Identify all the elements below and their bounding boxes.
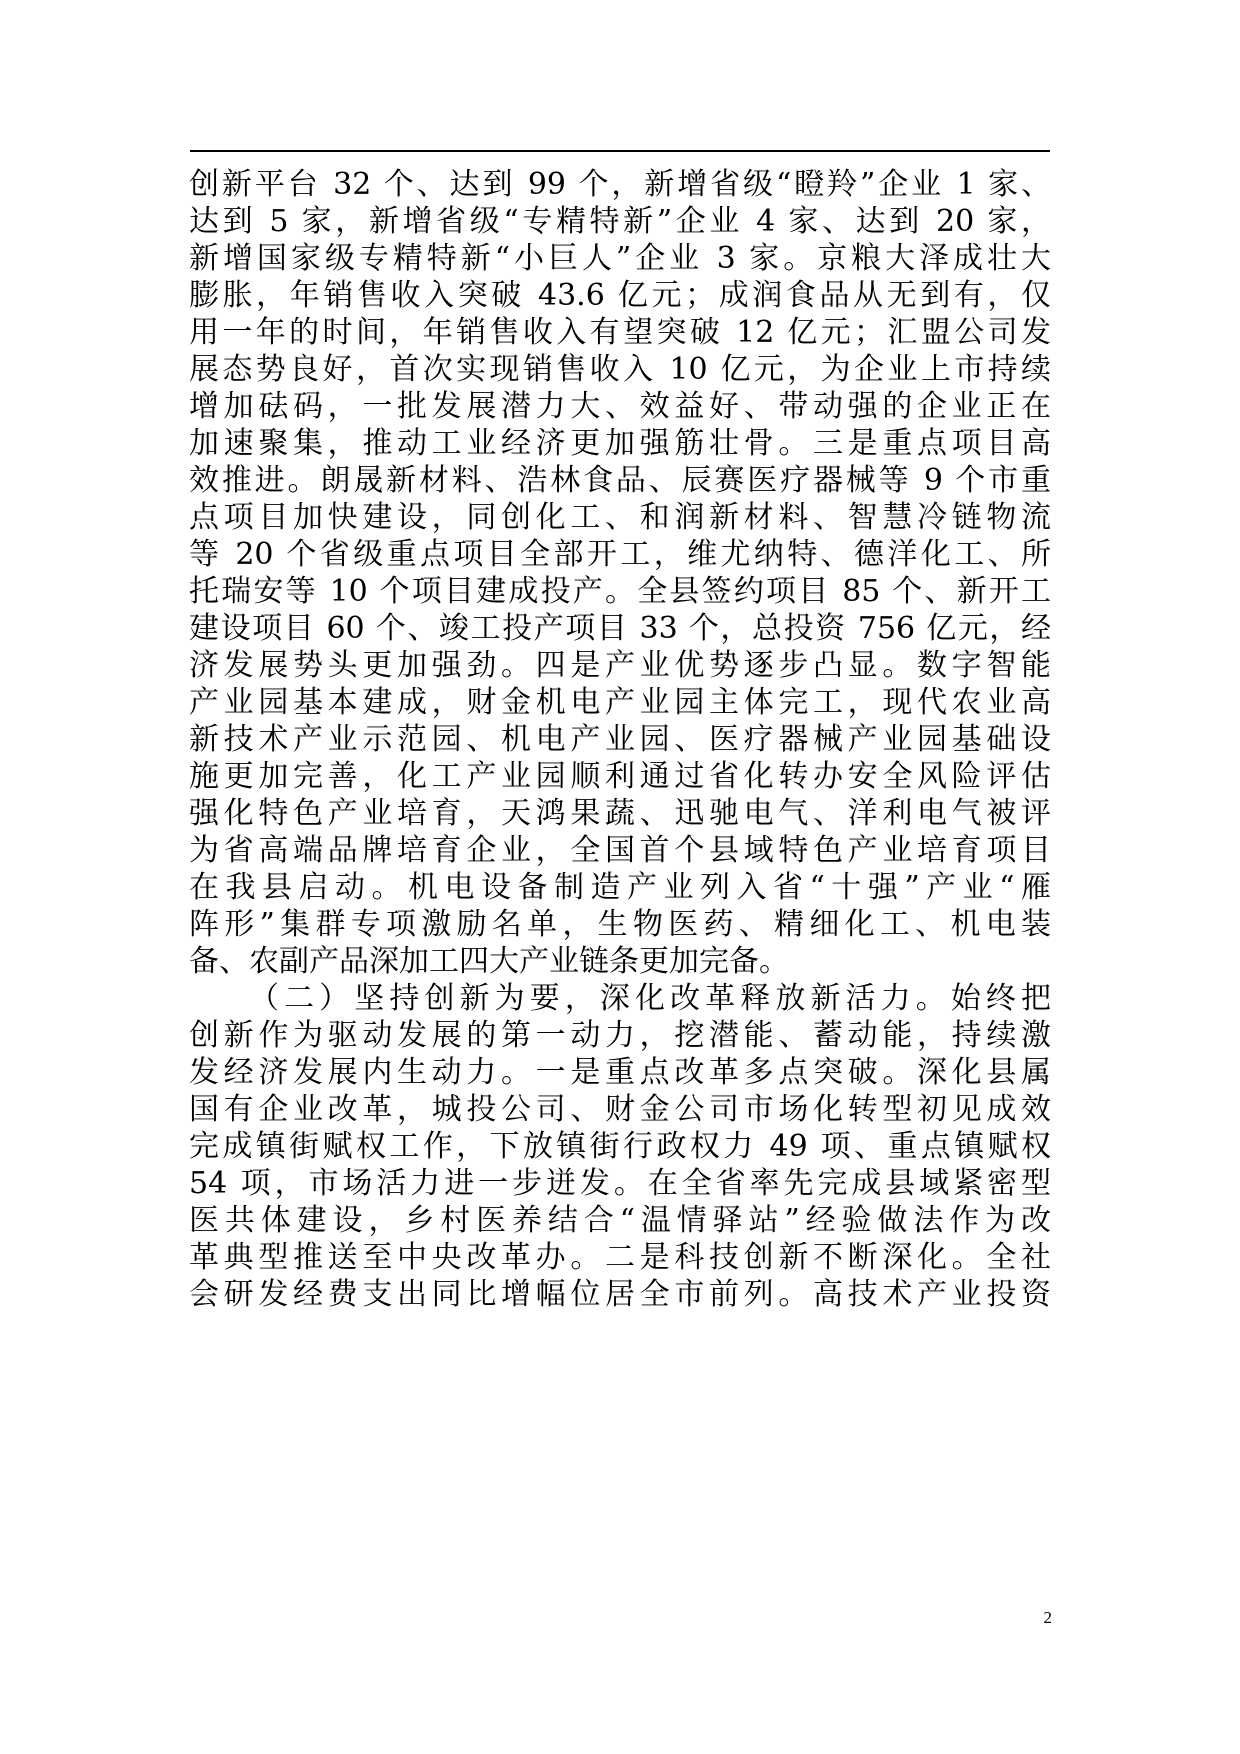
text-line: 达到 5 家，新增省级“专精特新”企业 4 家、达到 20 家， xyxy=(189,204,1051,239)
text-line: 54 项，市场活力进一步迸发。在全省率先完成县域紧密型 xyxy=(189,1166,1051,1201)
text-line: 托瑞安等 10 个项目建成投产。全县签约项目 85 个、新开工 xyxy=(189,574,1051,609)
text-line: 施更加完善，化工产业园顺利通过省化转办安全风险评估 xyxy=(189,759,1051,794)
text-line: 创新平台 32 个、达到 99 个，新增省级“瞪羚”企业 1 家、 xyxy=(189,167,1051,202)
text-line: 完成镇街赋权工作，下放镇街行政权力 49 项、重点镇赋权 xyxy=(189,1129,1051,1164)
text-line: 新技术产业示范园、机电产业园、医疗器械产业园基础设 xyxy=(189,722,1051,757)
text-line: 膨胀，年销售收入突破 43.6 亿元；成润食品从无到有，仅 xyxy=(189,278,1051,313)
text-line: 增加砝码，一批发展潜力大、效益好、带动强的企业正在 xyxy=(189,389,1051,424)
text-line: 发经济发展内生动力。一是重点改革多点突破。深化县属 xyxy=(189,1055,1051,1090)
text-line: 展态势良好，首次实现销售收入 10 亿元，为企业上市持续 xyxy=(189,352,1051,387)
text-line: 济发展势头更加强劲。四是产业优势逐步凸显。数字智能 xyxy=(189,648,1051,683)
text-line: 建设项目 60 个、竣工投产项目 33 个，总投资 756 亿元，经 xyxy=(189,611,1051,646)
text-line: 医共体建设，乡村医养结合“温情驿站”经验做法作为改 xyxy=(189,1203,1051,1238)
text-line: 会研发经费支出同比增幅位居全市前列。高技术产业投资 xyxy=(189,1277,1051,1312)
header-rule xyxy=(190,150,1050,152)
text-line: 阵形”集群专项激励名单，生物医药、精细化工、机电装 xyxy=(189,907,1051,942)
text-line: 新增国家级专精特新“小巨人”企业 3 家。京粮大泽成壮大 xyxy=(189,241,1051,276)
text-line: 产业园基本建成，财金机电产业园主体完工，现代农业高 xyxy=(189,685,1051,720)
section-heading-line: （二）坚持创新为要，深化改革释放新活力。始终把 xyxy=(249,981,1051,1016)
text-line: 国有企业改革，城投公司、财金公司市场化转型初见成效 xyxy=(189,1092,1051,1127)
text-line: 效推进。朗晟新材料、浩林食品、辰赛医疗器械等 9 个市重 xyxy=(189,463,1051,498)
body-text xyxy=(189,166,1051,1313)
text-line: 点项目加快建设，同创化工、和润新材料、智慧冷链物流 xyxy=(189,500,1051,535)
page-number: 2 xyxy=(1043,1608,1052,1627)
text-line: 加速聚集，推动工业经济更加强筋壮骨。三是重点项目高 xyxy=(189,426,1051,461)
text-line: 革典型推送至中央改革办。二是科技创新不断深化。全社 xyxy=(189,1240,1051,1275)
text-line: 为省高端品牌培育企业，全国首个县域特色产业培育项目 xyxy=(189,833,1051,868)
text-line: 创新作为驱动发展的第一动力，挖潜能、蓄动能，持续激 xyxy=(189,1018,1051,1053)
text-line: 强化特色产业培育，天鸿果蔬、迅驰电气、洋利电气被评 xyxy=(189,796,1051,831)
text-line: 在我县启动。机电设备制造产业列入省“十强”产业“雁 xyxy=(189,870,1051,905)
text-line: 用一年的时间，年销售收入有望突破 12 亿元；汇盟公司发 xyxy=(189,315,1051,350)
paragraph-end-line: 备、农副产品深加工四大产业链条更加完备。 xyxy=(189,944,789,979)
text-line: 等 20 个省级重点项目全部开工，维尤纳特、德洋化工、所 xyxy=(189,537,1051,572)
